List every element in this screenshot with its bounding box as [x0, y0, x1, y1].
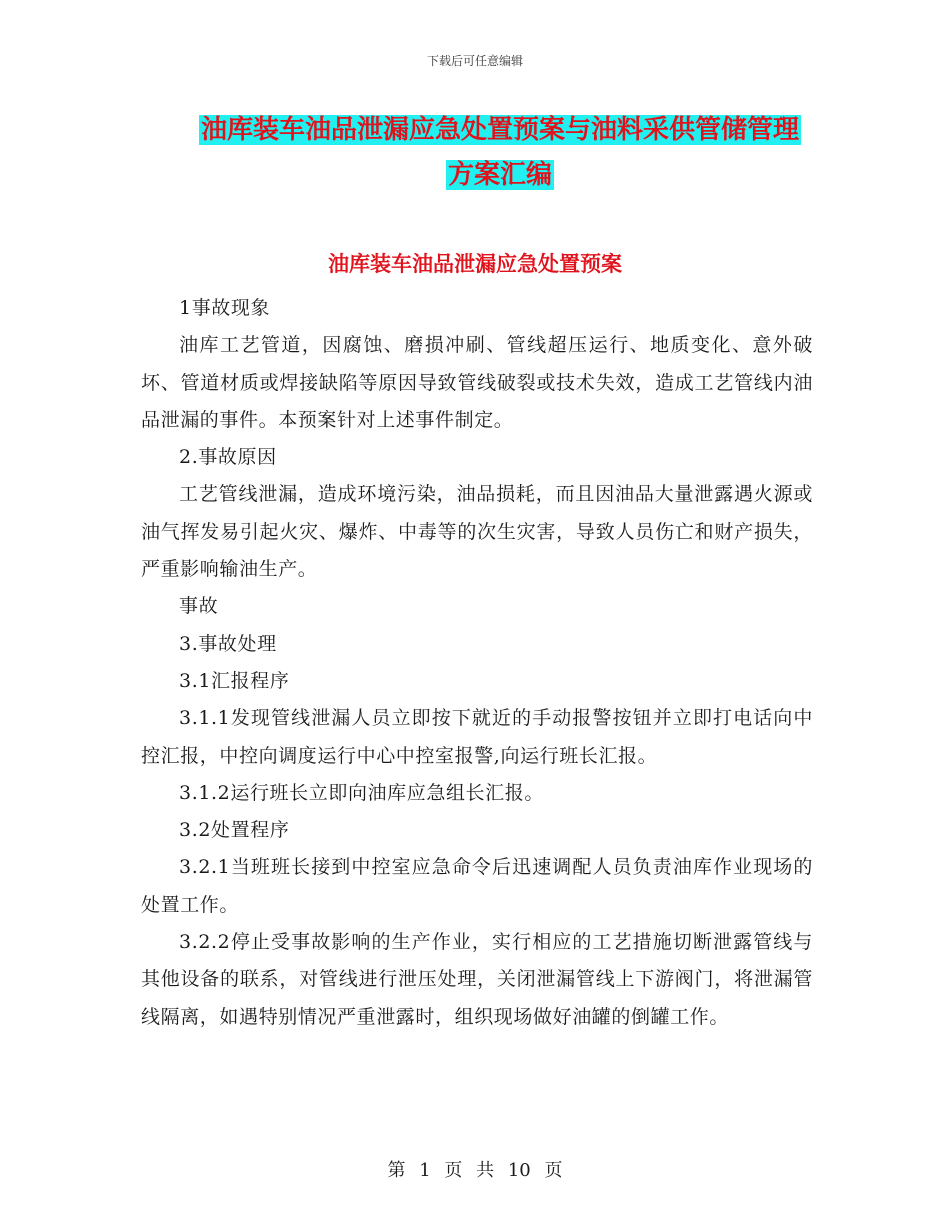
paragraph: 3.2.2停止受事故影响的生产作业，实行相应的工艺措施切断泄露管线与其他设备的联系，对管线进行泄压处理，关闭泄漏管线上下游阀门，将泄漏管线隔离，如遇特别情况严重泄露时，组织现场做好油罐的倒罐工作。 — [141, 931, 813, 1028]
paragraph: 1事故现象 — [179, 297, 271, 319]
paragraph: 事故 — [179, 595, 219, 618]
paragraph: 工艺管线泄漏，造成环境污染，油品损耗，而且因油品大量泄露遇火源或油气挥发易引起火灾、爆炸、中毒等的次生灾害，导致人员伤亡和财产损失，严重影响输油生产。 — [141, 483, 813, 581]
section-title: 油库装车油品泄漏应急处置预案 — [328, 252, 622, 276]
paragraph: 3.2处置程序 — [179, 819, 290, 842]
paragraph: 3.2.1当班班长接到中控室应急命令后迅速调配人员负责油库作业现场的处置工作。 — [141, 856, 813, 916]
page-header-note: 下载后可任意编辑 — [426, 54, 523, 68]
document-title-line-2: 方案汇编 — [447, 160, 552, 190]
document-body — [141, 290, 813, 1036]
paragraph: 2.事故原因 — [179, 446, 277, 469]
paragraph: 3.1.2运行班长立即向油库应急组长汇报。 — [179, 781, 544, 804]
paragraph: 3.1.1发现管线泄漏人员立即按下就近的手动报警按钮并立即打电话向中控汇报，中控向调度运行中心中控室报警,向运行班长汇报。 — [141, 707, 813, 767]
paragraph: 3.1汇报程序 — [179, 669, 290, 692]
page-number-footer: 第 1 页 共 10 页 — [387, 1160, 563, 1181]
document-title-line-1: 油库装车油品泄漏应急处置预案与油料采供管储管理 — [200, 115, 799, 145]
paragraph: 油库工艺管道，因腐蚀、磨损冲刷、管线超压运行、地质变化、意外破坏、管道材质或焊接缺陷等原因导致管线破裂或技术失效，造成工艺管线内油品泄漏的事件。本预案针对上述事件制定。 — [141, 334, 813, 431]
paragraph: 3.事故处理 — [179, 632, 277, 655]
document-title — [120, 108, 880, 198]
